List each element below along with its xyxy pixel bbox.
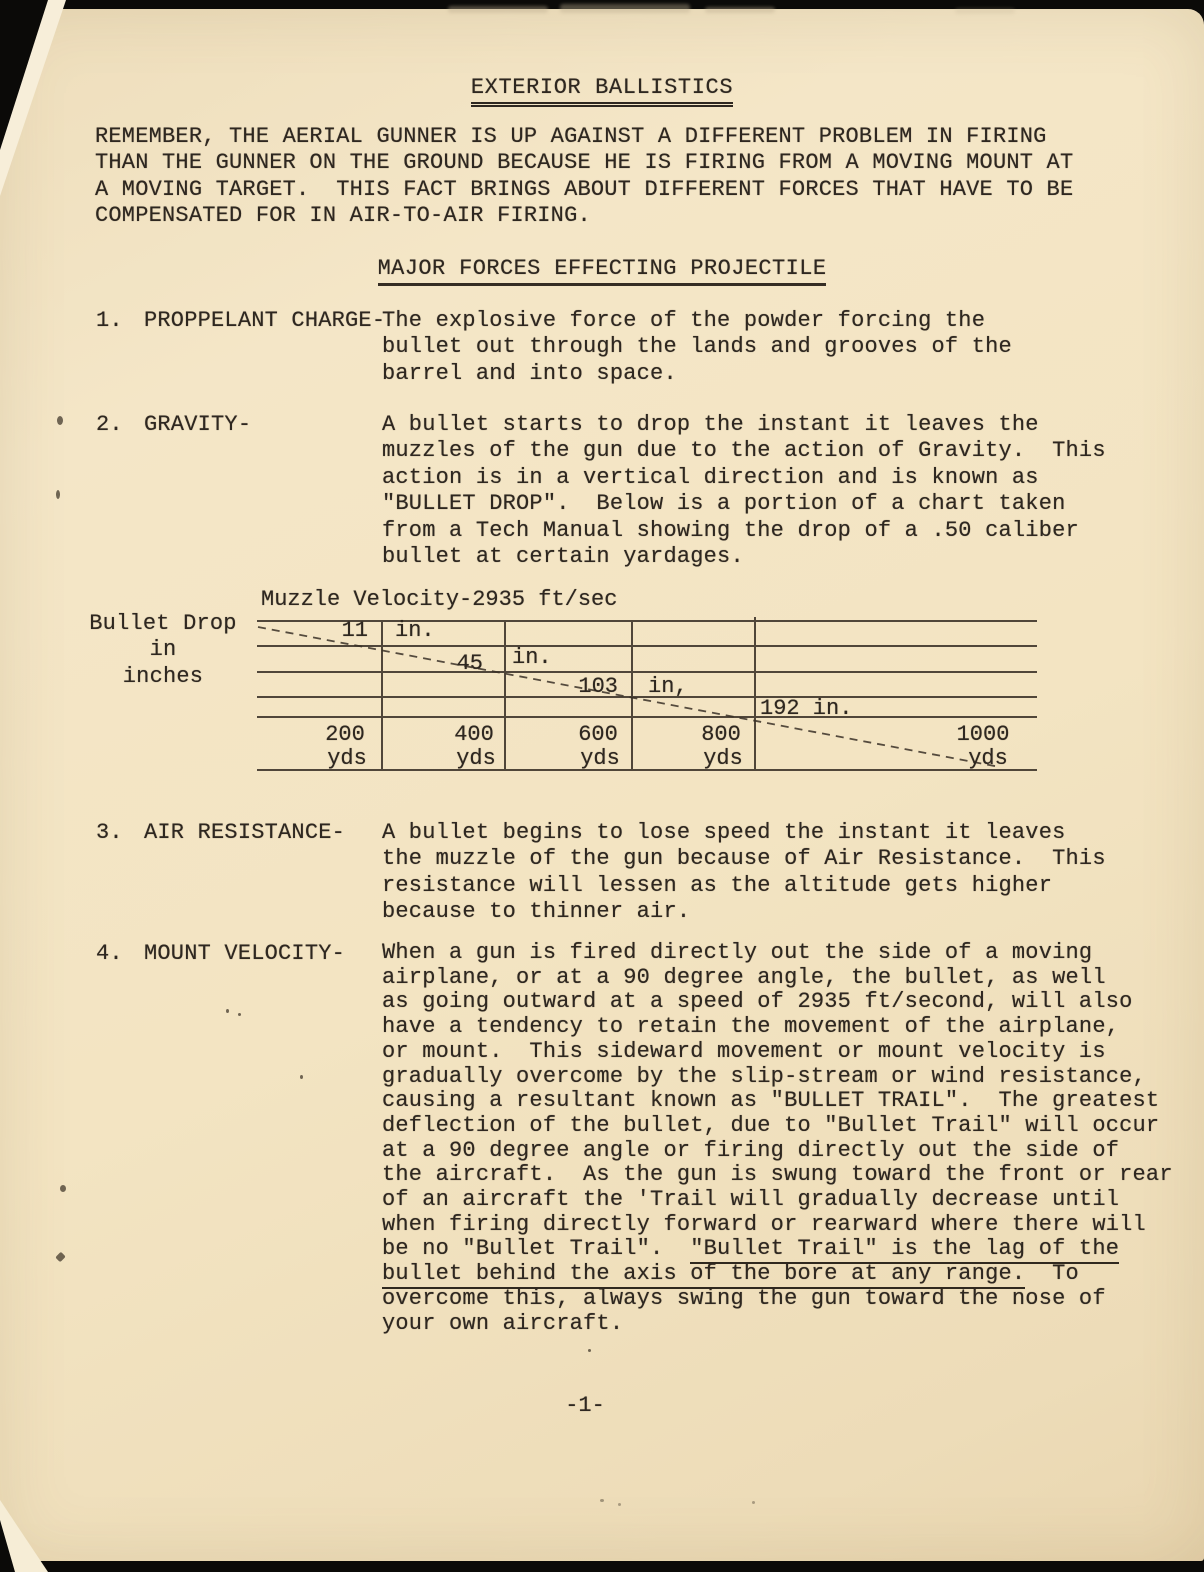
text-line: at a 90 degree angle or firing directly out the side of [382, 1137, 1120, 1163]
text-line: action is in a vertical direction and is known as [382, 464, 1039, 490]
text-line: your own aircraft. [382, 1310, 624, 1336]
x-value: 800 [701, 722, 741, 747]
text-line: COMPENSATED FOR IN AIR-TO-AIR FIRING. [95, 203, 591, 229]
item-number: 2. [96, 412, 123, 437]
chart-title: Muzzle Velocity-2935 ft/sec [261, 587, 618, 612]
page-title: EXTERIOR BALLISTICS [471, 75, 733, 107]
item-number: 1. [96, 308, 123, 333]
x-unit: yds [580, 746, 620, 771]
item-body [382, 820, 1106, 926]
chart-drop-labels [342, 618, 853, 721]
x-unit: yds [327, 746, 367, 771]
x-value: 1000 [956, 722, 1010, 747]
section-heading: MAJOR FORCES EFFECTING PROJECTILE [378, 256, 827, 286]
text-line: REMEMBER, THE AERIAL GUNNER IS UP AGAINST A DIFFERENT PROBLEM IN FIRING [95, 124, 1047, 149]
text-line: A bullet begins to lose speed the instant it leaves [382, 820, 1066, 845]
item-number: 4. [96, 941, 123, 966]
x-value: 600 [578, 722, 618, 747]
text-line: because to thinner air. [382, 899, 691, 925]
text-line: The explosive force of the powder forcing the [382, 308, 986, 333]
item-label: PROPPELANT CHARGE- [144, 308, 386, 333]
drop-value: 45 [456, 651, 483, 676]
text-line: overcome this, always swing the gun toward the nose of [382, 1285, 1106, 1311]
text-line: when firing directly forward or rearward where there will [382, 1211, 1146, 1237]
text-line: causing a resultant known as "BULLET TRAIL". The greatest [382, 1088, 1160, 1114]
text-line: be no "Bullet Trail". "Bullet Trail" is the lag of the [382, 1237, 1173, 1262]
text-line: bullet behind the axis of the bore at any range. To [382, 1262, 1173, 1287]
drop-value: 103 [578, 674, 618, 699]
text-line: bullet out through the lands and grooves of the [382, 334, 1012, 360]
chart-x-axis-labels [325, 722, 1009, 771]
text-line: bullet at certain yardages. [382, 544, 744, 570]
drop-unit: in, [648, 674, 688, 699]
text-line: the aircraft. As the gun is swung toward the front or rear [382, 1162, 1173, 1188]
text-line: resistance will lessen as the altitude gets higher [382, 872, 1053, 898]
drop-unit: in. [395, 618, 435, 643]
text-line: THAN THE GUNNER ON THE GROUND BECAUSE HE IS FIRING FROM A MOVING MOUNT AT [95, 150, 1074, 176]
intro-paragraph [95, 124, 1073, 230]
text-line: airplane, or at a 90 degree angle, the bullet, as well [382, 964, 1106, 990]
page-number: -1- [565, 1393, 605, 1418]
item-label: MOUNT VELOCITY- [144, 941, 346, 966]
text-line: of an aircraft the 'Trail will gradually decrease until [382, 1187, 1120, 1213]
text-line: "BULLET DROP". Below is a portion of a chart taken [382, 491, 1066, 517]
x-unit: yds [456, 746, 496, 771]
text-line: muzzles of the gun due to the action of Gravity. This [382, 438, 1106, 464]
x-unit: yds [703, 746, 743, 771]
item-body [382, 941, 1173, 1336]
bullet-drop-chart [85, 583, 1045, 783]
chart-grid-lines [257, 617, 1037, 770]
item-body [382, 308, 1012, 387]
section-heading-row [0, 256, 1204, 281]
item-label: AIR RESISTANCE- [144, 820, 346, 845]
text-line: have a tendency to retain the movement of the airplane, [382, 1014, 1120, 1040]
text-line: When a gun is fired directly out the side of a moving [382, 940, 1093, 965]
drop-value: 11 [341, 618, 368, 643]
drop-value: 192 in. [760, 696, 853, 721]
text-line: or mount. This sideward movement or mount velocity is [382, 1038, 1106, 1064]
paper-sheet [0, 9, 1204, 1561]
chart-y-axis-label: Bullet Drop in inches [89, 611, 237, 689]
item-number: 3. [96, 820, 123, 845]
item-body [382, 412, 1106, 570]
x-value: 400 [454, 722, 494, 747]
text-line: A bullet starts to drop the instant it leaves the [382, 412, 1039, 437]
page-title-row [0, 75, 1204, 100]
x-value: 200 [325, 722, 365, 747]
text-line: as going outward at a speed of 2935 ft/second, will also [382, 989, 1133, 1015]
drop-unit: in. [512, 645, 552, 670]
text-line: gradually overcome by the slip-stream or wind resistance, [382, 1063, 1146, 1089]
item-label: GRAVITY- [144, 412, 252, 437]
text-line: the muzzle of the gun because of Air Resistance. This [382, 846, 1106, 872]
text-line: from a Tech Manual showing the drop of a .50 caliber [382, 517, 1079, 543]
text-line: deflection of the bullet, due to "Bullet Trail" will occur [382, 1112, 1160, 1138]
text-line: barrel and into space. [382, 360, 677, 386]
text-line: A MOVING TARGET. THIS FACT BRINGS ABOUT DIFFERENT FORCES THAT HAVE TO BE [95, 176, 1074, 202]
x-unit: yds [968, 746, 1008, 771]
